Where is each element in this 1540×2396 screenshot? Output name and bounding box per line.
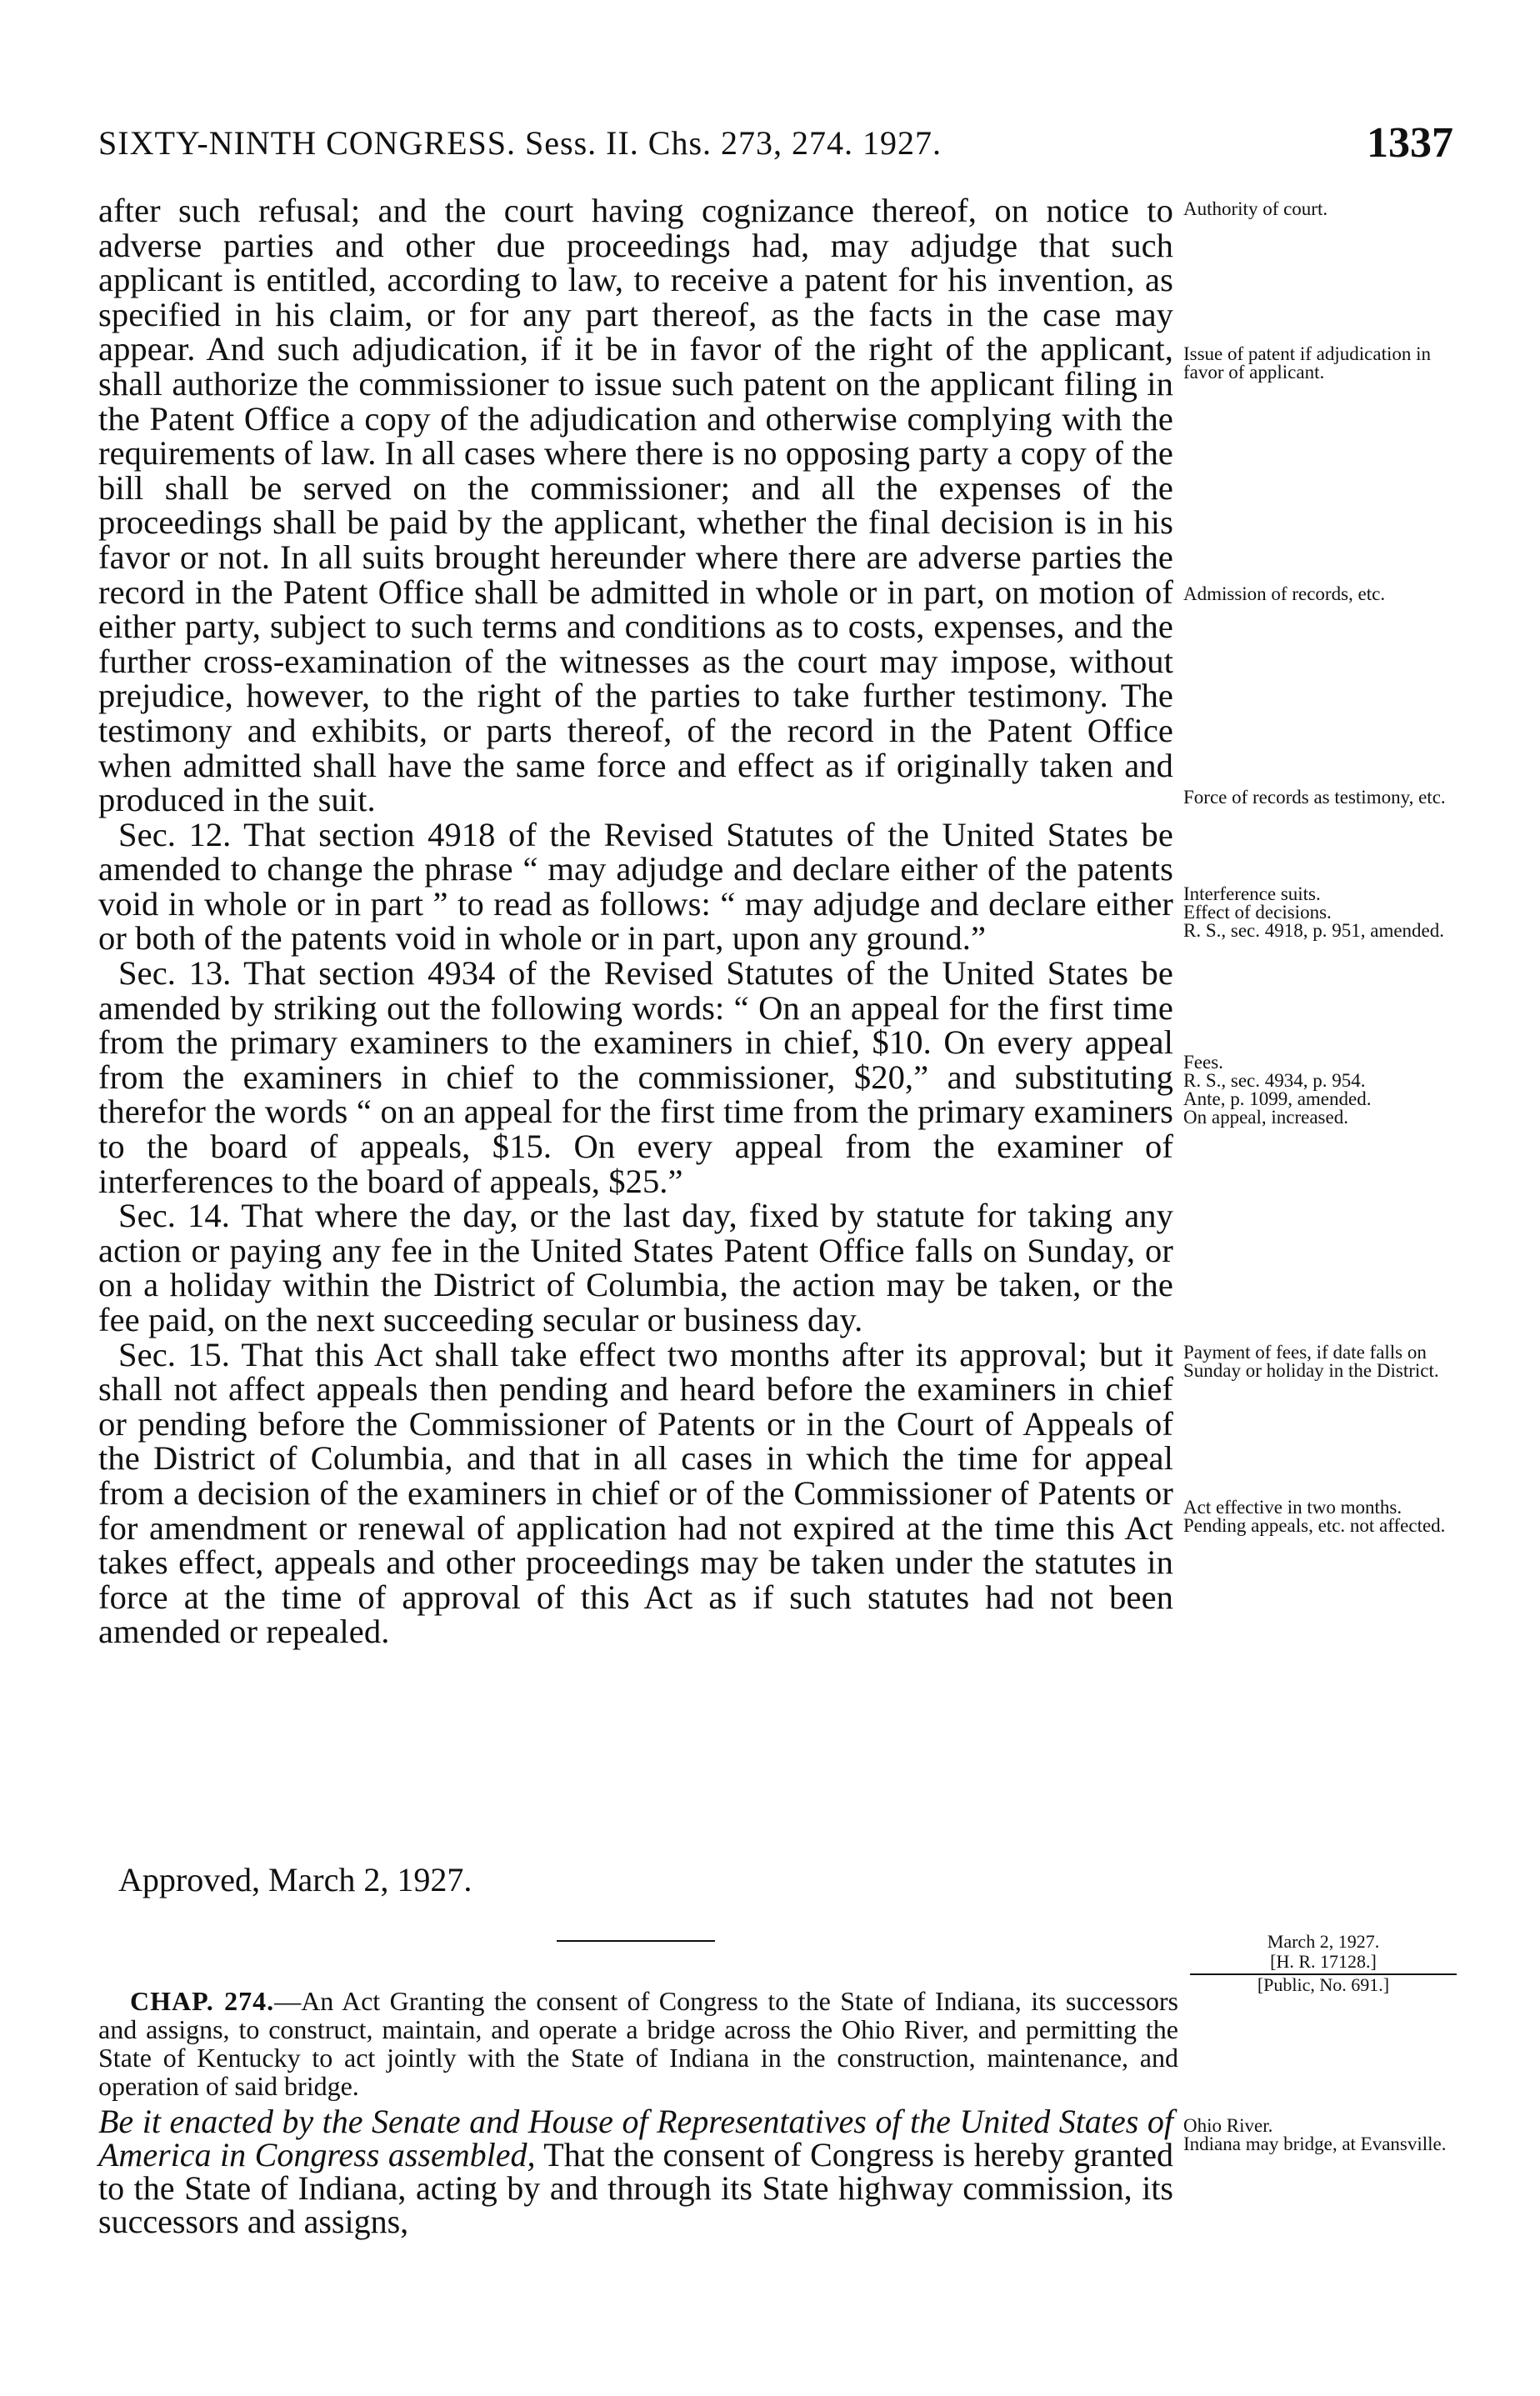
public-law-number: [Public, No. 691.] <box>1190 1973 1457 1995</box>
margin-note-line: Effect of decisions. <box>1183 902 1332 923</box>
chapter-heading <box>98 1987 1178 2100</box>
margin-note-force <box>1183 788 1458 807</box>
chapter-margin-note <box>1190 1932 1457 1995</box>
margin-note-line: Fees. <box>1183 1052 1223 1073</box>
margin-note-line: Ante, p. 1099, amended. <box>1183 1088 1372 1109</box>
page-number: 1337 <box>1367 119 1453 167</box>
section-divider <box>557 1940 715 1942</box>
approval-date: March 2, 1927. <box>1267 1931 1380 1952</box>
margin-note-admission <box>1183 585 1458 603</box>
margin-note-line: R. S., sec. 4918, p. 951, amended. <box>1183 920 1445 941</box>
enacting-clause <box>98 2105 1173 2238</box>
margin-note-ohio <box>1183 2117 1458 2153</box>
margin-note-interference <box>1183 885 1458 940</box>
margin-note-line: Authority of court. <box>1183 198 1328 219</box>
margin-note-line: Payment of fees, if date falls on Sunday or holiday in the District. <box>1183 1342 1439 1381</box>
enacting-formula: Be it enacted by the Senate and House of Representatives of the United States of America in Congress assembled, <box>98 2103 1173 2173</box>
section-14: Sec. 14. That where the day, or the last day, fixed by statute for taking any action or paying any fee in the United States Patent Office falls on Sunday, or on a holiday within the District of Columbia, the action may be taken, or the fee paid, on the next succeeding secular or business day. <box>98 1197 1173 1338</box>
page-header <box>98 119 1453 173</box>
margin-note-line: Force of records as testimony, etc. <box>1183 787 1446 808</box>
margin-note-issue <box>1183 345 1458 382</box>
margin-note-authority <box>1183 200 1458 218</box>
section-15: Sec. 15. That this Act shall take effect two months after its approval; but it shall not affect appeals then pending and heard before the examiners in chief or pending before the Commissioner of Patents or in the Court of Appeals of the District of Columbia, and that in all cases in which the time for appeal from a decision of the examiners in chief or of the Commissioner of Patents or for amendment or renewal of application had not expired at the time this Act takes effect, appeals and other proceedings may be taken under the statutes in force at the time of approval of this Act as if such statutes had not been amended or repealed. <box>98 1335 1173 1651</box>
margin-note-effective <box>1183 1498 1458 1535</box>
margin-note-line: R. S., sec. 4934, p. 954. <box>1183 1070 1366 1091</box>
margin-note-fees <box>1183 1053 1458 1127</box>
section-13: Sec. 13. That section 4934 of the Revised Statutes of the United States be amended by striking out the following words: “ On an appeal for the first time from the primary examiners to the examiners in chief, $10. On every appeal from the examiners in chief to the commissioner, $20,” and substituting therefor the words “ on an appeal for the first time from the primary examiners to the board of appeals, $15. On every appeal from the examiner of interferences to the board of appeals, $25.” <box>98 954 1173 1200</box>
section-12: Sec. 12. That section 4918 of the Revised Statutes of the United States be amended to change the phrase “ may adjudge and declare either of the patents void in whole or in part ” to read as follows: “ may adjudge and declare either or both of the patents void in whole or in part, upon any ground.” <box>98 815 1173 958</box>
margin-note-line: Issue of patent if adjudication in favor of applicant. <box>1183 343 1432 383</box>
enacting-text: That the consent of Congress is hereby granted to the State of Indiana, acting by and through its State highway commission, its successors and assigns, <box>98 2136 1173 2240</box>
chapter-number: CHAP. 274. <box>130 1986 275 2016</box>
margin-note-line: Admission of records, etc. <box>1183 583 1386 604</box>
approval-line: Approved, March 2, 1927. <box>118 1861 472 1898</box>
margin-note-line: Ohio River. <box>1183 2115 1273 2136</box>
margin-note-line: Indiana may bridge, at Evansville. <box>1183 2133 1447 2154</box>
enacting-paragraph <box>98 2105 1173 2238</box>
margin-note-line: Act effective in two months. <box>1183 1497 1402 1518</box>
margin-note-payment <box>1183 1343 1458 1380</box>
margin-note-line: Interference suits. <box>1183 883 1321 904</box>
chapter-description: —An Act Granting the consent of Congress to the State of Indiana, its successors and assigns, to construct, maintain, and operate a bridge across the Ohio River, and permitting the State of Kentucky to act jointly with the State of Indiana in the construction, maintenance, and operation of said bridge. <box>98 1986 1179 2101</box>
running-head: SIXTY-NINTH CONGRESS. Sess. II. Chs. 273, 274. 1927. <box>98 124 942 162</box>
bill-number: [H. R. 17128.] <box>1270 1951 1377 1972</box>
margin-note-line: Pending appeals, etc. not affected. <box>1183 1515 1446 1536</box>
main-text <box>98 193 1173 1649</box>
margin-note-line: On appeal, increased. <box>1183 1107 1348 1128</box>
paragraph-continuation: after such refusal; and the court having cognizance thereof, on notice to adverse parties and other due proceedings had, may adjudge that such applicant is entitled, according to law, to receive a patent for his invention, as specified in his claim, or for any part thereof, as the facts in the case may appear. And such adjudication, if it be in favor of the right of the applicant, shall authorize the commissioner to issue such patent on the applicant filing in the Patent Office a copy of the adjudication and otherwise complying with the requirements of law. In all cases where there is no opposing party a copy of the bill shall be served on the commissioner; and all the expenses of the proceedings shall be paid by the applicant, whether the final decision is in his favor or not. In all suits brought hereunder where there are adverse parties the record in the Patent Office shall be admitted in whole or in part, on motion of either party, subject to such terms and conditions as to costs, expenses, and the further cross-examination of the witnesses as the court may impose, without prejudice, however, to the right of the parties to take further testimony. The testimony and exhibits, or parts thereof, of the record in the Patent Office when admitted shall have the same force and effect as if originally taken and produced in the suit. <box>98 192 1173 819</box>
